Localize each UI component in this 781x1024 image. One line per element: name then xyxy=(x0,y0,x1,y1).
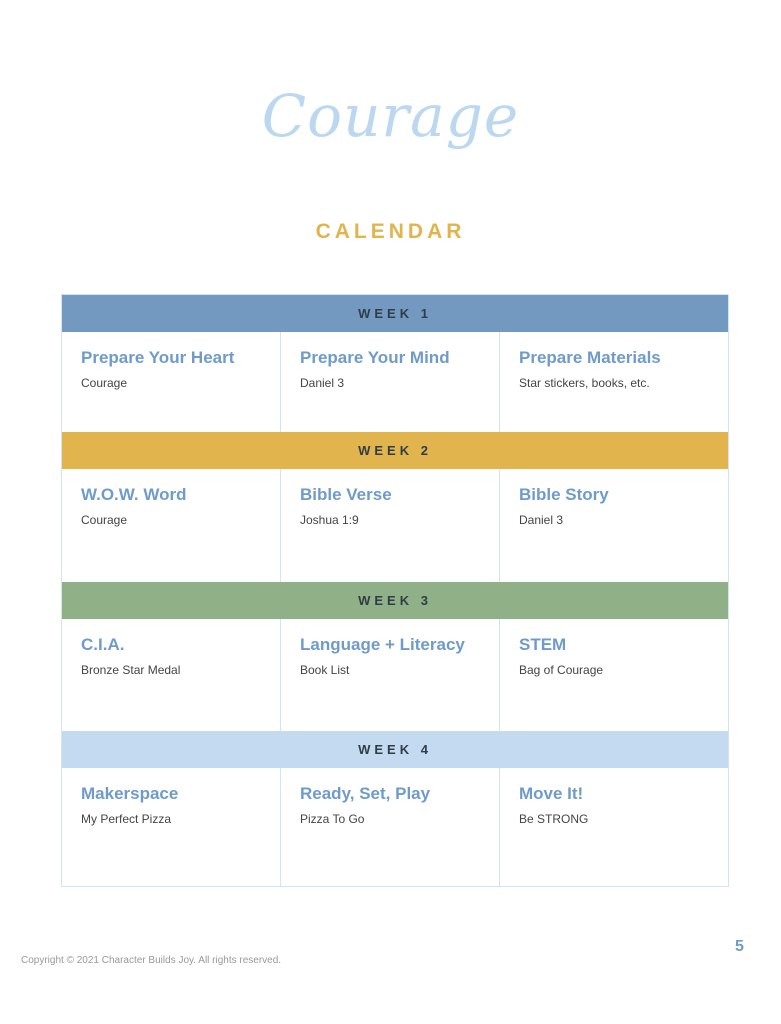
week-1-label: WEEK 1 xyxy=(358,306,432,321)
week-1-header xyxy=(62,295,728,332)
cell-title: Makerspace xyxy=(81,784,179,803)
cell-subtitle: Be STRONG xyxy=(519,812,589,826)
copyright-text: Copyright © 2021 Character Builds Joy. All rights reserved. xyxy=(21,955,282,966)
calendar-cell xyxy=(281,768,500,886)
cell-title: Move It! xyxy=(519,784,584,803)
cell-title: Prepare Your Mind xyxy=(300,348,450,367)
calendar-cell xyxy=(62,619,281,731)
cell-subtitle: Courage xyxy=(81,376,128,390)
cell-subtitle: Star stickers, books, etc. xyxy=(519,376,650,390)
cell-subtitle: Courage xyxy=(81,513,128,527)
calendar-cell xyxy=(500,619,728,731)
cell-title: Bible Verse xyxy=(300,485,392,504)
week-3-label: WEEK 3 xyxy=(358,593,432,608)
calendar-cell xyxy=(62,332,281,432)
calendar-cell xyxy=(62,768,281,886)
week-3-header xyxy=(62,582,728,619)
cell-title: Bible Story xyxy=(519,485,609,504)
week-2-row xyxy=(62,469,728,582)
cell-subtitle: Bag of Courage xyxy=(519,663,604,677)
cell-title: W.O.W. Word xyxy=(81,485,187,504)
calendar-cell xyxy=(281,332,500,432)
calendar-cell xyxy=(500,768,728,886)
calendar-cell xyxy=(500,469,728,582)
cell-subtitle: Book List xyxy=(300,663,350,677)
script-title: Courage xyxy=(261,82,520,150)
cell-subtitle: Daniel 3 xyxy=(519,513,564,527)
week-4-row xyxy=(62,768,728,886)
cell-title: Ready, Set, Play xyxy=(300,784,431,803)
cell-subtitle: My Perfect Pizza xyxy=(81,812,172,826)
cell-title: Language + Literacy xyxy=(300,635,465,654)
calendar-table xyxy=(61,294,729,887)
week-4-label: WEEK 4 xyxy=(358,742,432,757)
cell-subtitle: Bronze Star Medal xyxy=(81,663,181,677)
cell-subtitle: Joshua 1:9 xyxy=(300,513,359,527)
cell-title: Prepare Your Heart xyxy=(81,348,235,367)
calendar-cell xyxy=(62,469,281,582)
cell-subtitle: Pizza To Go xyxy=(300,812,365,826)
cell-title: Prepare Materials xyxy=(519,348,661,367)
cell-subtitle: Daniel 3 xyxy=(300,376,345,390)
calendar-cell xyxy=(500,332,728,432)
week-4-header xyxy=(62,731,728,768)
cell-title: C.I.A. xyxy=(81,635,125,654)
page-subtitle: CALENDAR xyxy=(315,220,466,243)
page-number: 5 xyxy=(735,938,744,955)
calendar-cell xyxy=(281,469,500,582)
week-2-label: WEEK 2 xyxy=(358,443,432,458)
week-2-header xyxy=(62,432,728,469)
calendar-cell xyxy=(281,619,500,731)
week-1-row xyxy=(62,332,728,432)
week-3-row xyxy=(62,619,728,731)
cell-title: STEM xyxy=(519,635,567,654)
